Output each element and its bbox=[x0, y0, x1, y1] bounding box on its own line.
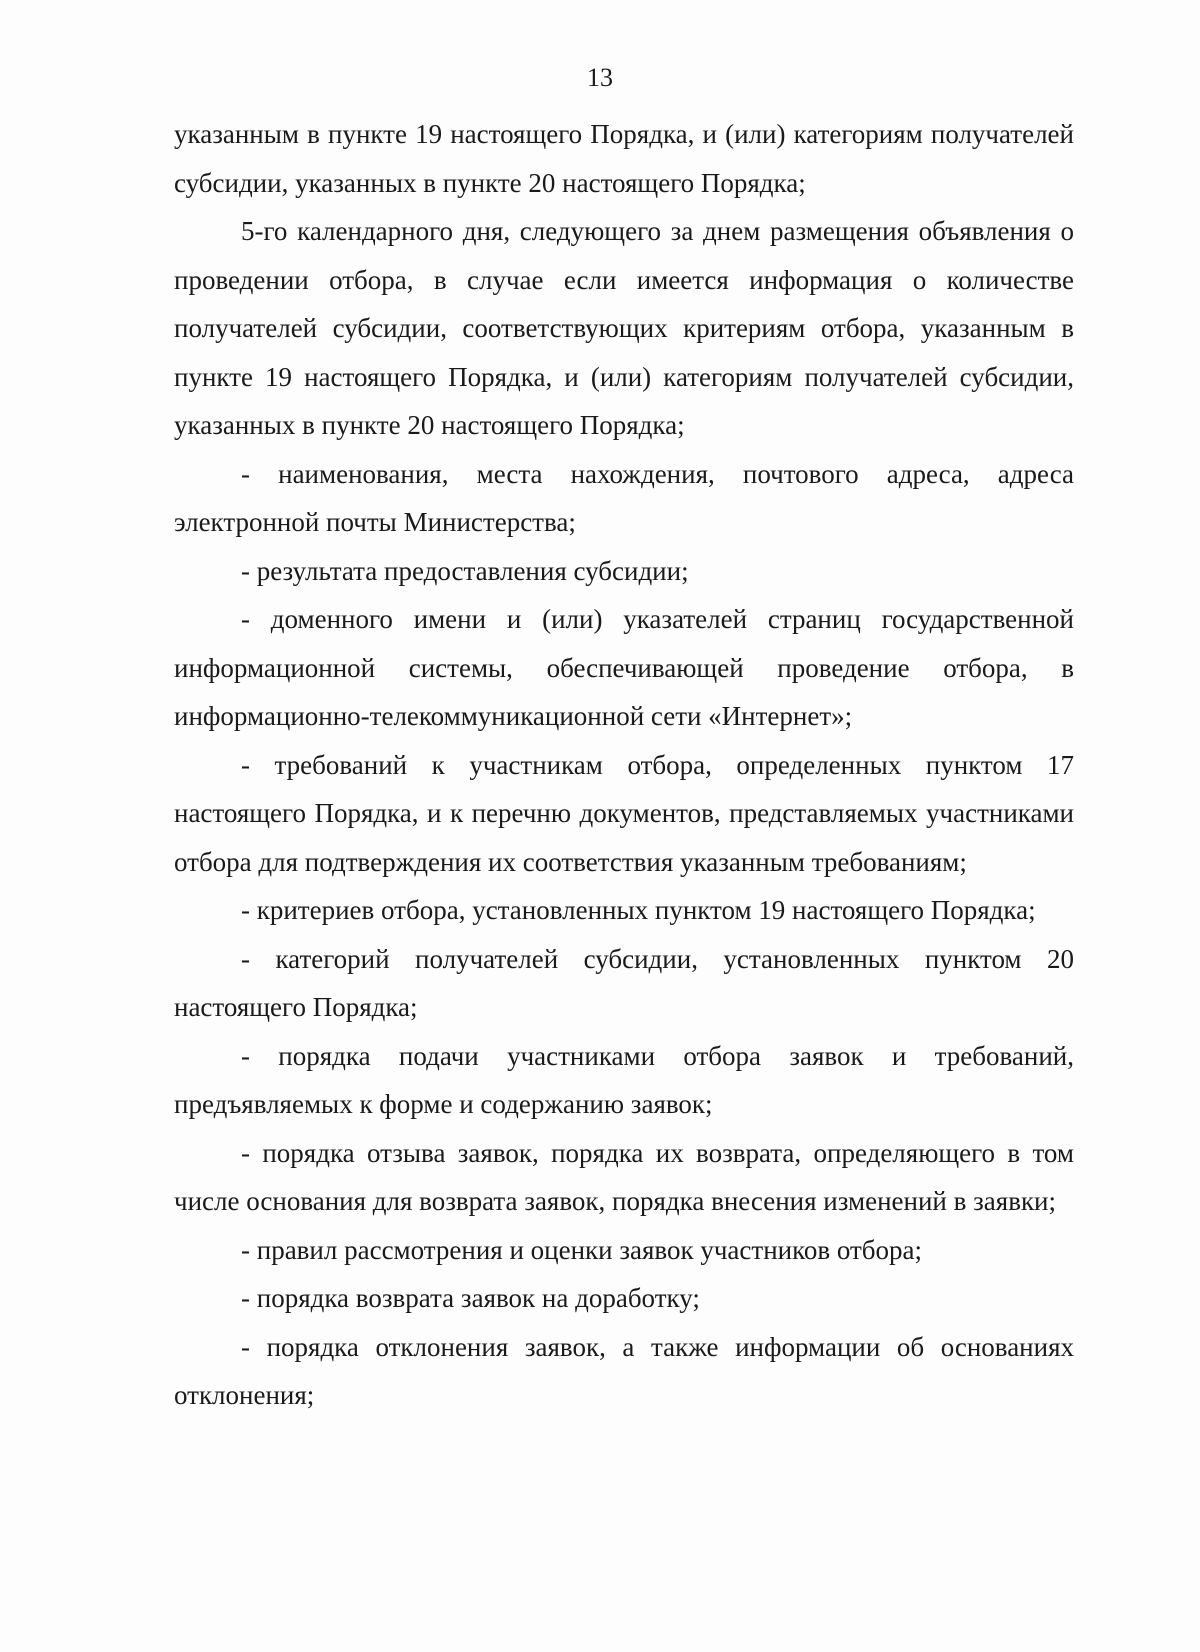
paragraph-5th-day: 5-го календарного дня, следующего за днем размещения объявления о проведении отбора, в случае если имеется информация о количестве получателей субсидии, соответствующих критериям отбора, указанным в пункте 19 настоящего Порядка, и (или) категориям получателей субсидии, указанных в пункте 20 настоящего Порядка; bbox=[174, 216, 1074, 440]
list-item-domain-name: - доменного имени и (или) указателей страниц государственной информационной системы, обеспечивающей проведение отбора, в информационно-телекоммуникационной сети «Интернет»; bbox=[174, 604, 1074, 731]
list-item-rejection-procedure: - порядка отклонения заявок, а также информации об основаниях отклонения; bbox=[174, 1331, 1074, 1410]
document-body bbox=[174, 110, 1074, 1420]
list-item-withdrawal-procedure: - порядка отзыва заявок, порядка их возврата, определяющего в том числе основания для возврата заявок, порядка внесения изменений в заявки; bbox=[174, 1137, 1074, 1216]
list-item-recipient-categories: - категорий получателей субсидии, установленных пунктом 20 настоящего Порядка; bbox=[174, 943, 1074, 1022]
list-item-ministry-address: - наименования, места нахождения, почтового адреса, адреса электронной почты Министерства; bbox=[174, 458, 1074, 537]
list-item-subsidy-result: - результата предоставления субсидии; bbox=[241, 555, 689, 586]
paragraph-continuation: указанным в пункте 19 настоящего Порядка, и (или) категориям получателей субсидии, указанных в пункте 20 настоящего Порядка; bbox=[174, 119, 1074, 198]
list-item-participant-requirements: - требований к участникам отбора, определенных пунктом 17 настоящего Порядка, и к перечню документов, представляемых участниками отбора для подтверждения их соответствия указанным требованиям; bbox=[174, 749, 1074, 877]
list-item-evaluation-rules: - правил рассмотрения и оценки заявок участников отбора; bbox=[241, 1234, 923, 1265]
page-number: 13 bbox=[587, 63, 613, 92]
list-item-selection-criteria: - критериев отбора, установленных пунктом 19 настоящего Порядка; bbox=[241, 895, 1036, 925]
list-item-revision-return: - порядка возврата заявок на доработку; bbox=[241, 1283, 700, 1313]
list-item-submission-procedure: - порядка подачи участниками отбора заявок и требований, предъявляемых к форме и содержанию заявок; bbox=[174, 1040, 1074, 1119]
